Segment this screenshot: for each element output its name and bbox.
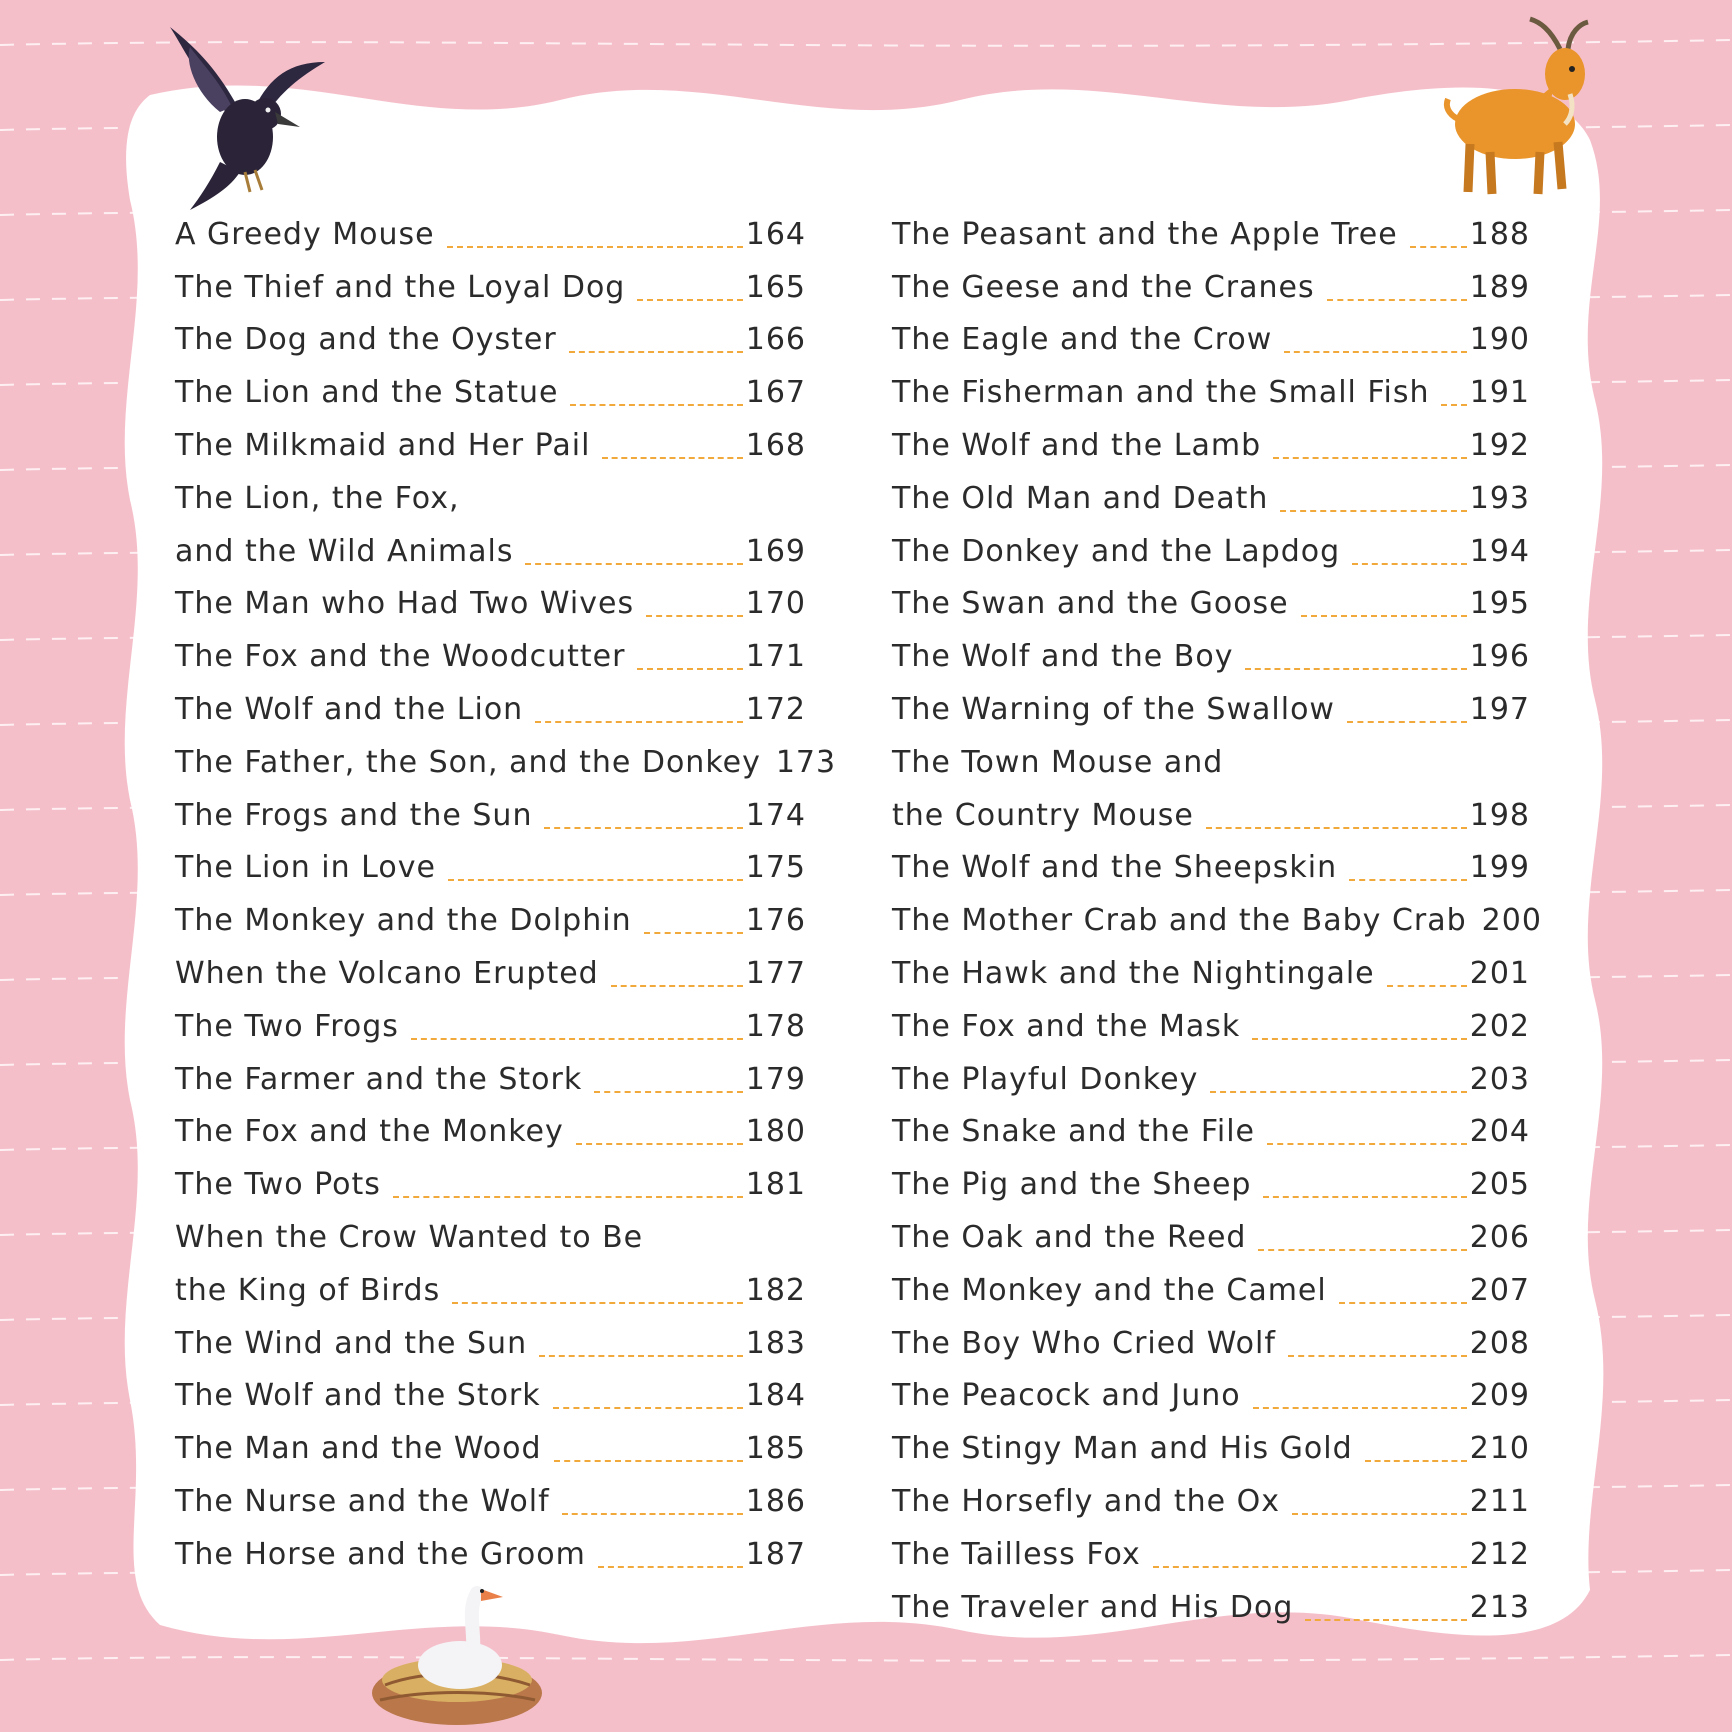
- toc-entry-page-number: 199: [1469, 850, 1530, 886]
- toc-entry-title: The Lion, the Fox,: [175, 480, 460, 516]
- toc-entry[interactable]: [175, 1107, 806, 1160]
- dot-leader: [576, 1143, 743, 1145]
- toc-entry[interactable]: [175, 262, 806, 315]
- toc-entry[interactable]: [175, 209, 806, 262]
- toc-entry-page-number: 169: [745, 533, 806, 569]
- toc-entry[interactable]: [892, 684, 1530, 737]
- toc-entry-page-number: 170: [745, 586, 806, 622]
- toc-entry-title: The Peasant and the Apple Tree: [892, 216, 1398, 252]
- toc-entry[interactable]: [892, 843, 1530, 896]
- toc-entry-page-number: 208: [1469, 1325, 1530, 1361]
- toc-entry-page-number: 196: [1469, 639, 1530, 675]
- toc-entry-page-number: 202: [1469, 1008, 1530, 1044]
- toc-entry-title: The Warning of the Swallow: [892, 691, 1335, 727]
- toc-entry[interactable]: [892, 631, 1530, 684]
- toc-entry[interactable]: [892, 1529, 1530, 1582]
- toc-entry-title: The Fox and the Mask: [892, 1008, 1241, 1044]
- dot-leader: [594, 1091, 743, 1093]
- toc-left-column: [175, 209, 837, 1582]
- dot-leader: [1349, 879, 1467, 881]
- dot-leader: [1347, 721, 1467, 723]
- dot-leader: [611, 985, 743, 987]
- toc-entry-page-number: 186: [745, 1483, 806, 1519]
- toc-entry[interactable]: [175, 315, 806, 368]
- dot-leader: [1206, 827, 1467, 829]
- toc-entry[interactable]: [892, 1001, 1530, 1054]
- toc-entry-title: The Monkey and the Dolphin: [175, 903, 632, 939]
- dot-leader: [562, 1513, 743, 1515]
- toc-entry-title: The Tailless Fox: [892, 1536, 1141, 1572]
- dot-leader: [1387, 985, 1467, 987]
- toc-entry-title: The Farmer and the Stork: [175, 1061, 583, 1097]
- dot-leader: [544, 827, 742, 829]
- dot-leader: [525, 563, 742, 565]
- toc-entry[interactable]: [175, 1159, 806, 1212]
- toc-entry-page-number: 182: [745, 1272, 806, 1308]
- dot-leader: [1301, 615, 1467, 617]
- dot-leader: [393, 1196, 743, 1198]
- toc-entry-page-number: 204: [1469, 1114, 1530, 1150]
- toc-entry[interactable]: [175, 1001, 806, 1054]
- toc-entry[interactable]: [175, 1476, 806, 1529]
- toc-entry[interactable]: [175, 473, 806, 526]
- dot-leader: [1365, 1460, 1467, 1462]
- dot-leader: [411, 1038, 743, 1040]
- toc-entry-title: The Milkmaid and Her Pail: [175, 427, 591, 463]
- dot-leader: [1280, 510, 1466, 512]
- toc-entry-page-number: 197: [1469, 691, 1530, 727]
- toc-entry-title: The Donkey and the Lapdog: [892, 533, 1341, 569]
- goat-illustration: [1430, 14, 1610, 204]
- dot-leader: [602, 457, 742, 459]
- dot-leader: [646, 615, 743, 617]
- toc-entry-page-number: 206: [1469, 1219, 1530, 1255]
- toc-entry-page-number: 171: [745, 639, 806, 675]
- toc-entry-page-number: 201: [1469, 955, 1530, 991]
- toc-entry[interactable]: [892, 1423, 1530, 1476]
- toc-entry-title: The Father, the Son, and the Donkey: [175, 744, 761, 780]
- toc-entry-title: The Wolf and the Lion: [175, 691, 524, 727]
- dot-leader: [452, 1302, 743, 1304]
- dot-leader: [535, 721, 743, 723]
- toc-entry[interactable]: [175, 1318, 806, 1371]
- toc-entry-page-number: 188: [1469, 216, 1530, 252]
- toc-entry-page-number: 164: [745, 216, 806, 252]
- toc-entry-page-number: 189: [1469, 269, 1530, 305]
- toc-entry[interactable]: [175, 1423, 806, 1476]
- toc-entry-page-number: 167: [745, 375, 806, 411]
- toc-entry[interactable]: [892, 1476, 1530, 1529]
- toc-entry[interactable]: [175, 1265, 806, 1318]
- dot-leader: [1352, 563, 1467, 565]
- toc-entry-page-number: 207: [1469, 1272, 1530, 1308]
- toc-entry-page-number: 191: [1469, 375, 1530, 411]
- toc-entry-title: The Wolf and the Boy: [892, 639, 1234, 675]
- toc-entry[interactable]: [892, 1371, 1530, 1424]
- toc-entry-page-number: 174: [745, 797, 806, 833]
- dot-leader: [1441, 404, 1466, 406]
- toc-entry-title: The Town Mouse and: [892, 744, 1224, 780]
- dot-leader: [553, 1407, 743, 1409]
- toc-entry[interactable]: [892, 1212, 1530, 1265]
- toc-entry-title: The Horsefly and the Ox: [892, 1483, 1280, 1519]
- dot-leader: [1258, 1249, 1466, 1251]
- toc-entry-title: The Fox and the Woodcutter: [175, 639, 626, 675]
- dot-leader: [1210, 1091, 1466, 1093]
- toc-entry-page-number: 212: [1469, 1536, 1530, 1572]
- toc-entry-title: The Eagle and the Crow: [892, 322, 1273, 358]
- toc-entry[interactable]: [892, 790, 1530, 843]
- toc-entry[interactable]: [892, 895, 1542, 948]
- toc-entry[interactable]: [175, 1212, 806, 1265]
- toc-entry-page-number: 200: [1481, 903, 1542, 939]
- dot-leader: [569, 351, 743, 353]
- toc-entry[interactable]: [892, 526, 1530, 579]
- toc-entry-page-number: 173: [775, 744, 837, 780]
- toc-entry-page-number: 198: [1469, 797, 1530, 833]
- dot-leader: [1339, 1302, 1467, 1304]
- toc-entry-page-number: 190: [1469, 322, 1530, 358]
- toc-entry[interactable]: [175, 895, 806, 948]
- toc-entry-title: The Man who Had Two Wives: [175, 586, 635, 622]
- toc-entry-title: The Oak and the Reed: [892, 1219, 1247, 1255]
- dot-leader: [1253, 1407, 1467, 1409]
- toc-entry-title: The Snake and the File: [892, 1114, 1256, 1150]
- toc-entry-title: The Two Frogs: [175, 1008, 399, 1044]
- toc-entry[interactable]: [175, 737, 837, 790]
- toc-entry-title: The Boy Who Cried Wolf: [892, 1325, 1276, 1361]
- toc-entry-page-number: 168: [745, 427, 806, 463]
- toc-entry-title: The Wolf and the Sheepskin: [892, 850, 1338, 886]
- toc-entry-page-number: 187: [745, 1536, 806, 1572]
- toc-entry-title: The Wolf and the Stork: [175, 1378, 541, 1414]
- toc-entry[interactable]: [892, 1054, 1530, 1107]
- toc-entry-title: The Wind and the Sun: [175, 1325, 528, 1361]
- toc-entry-title: The Nurse and the Wolf: [175, 1483, 550, 1519]
- dot-leader: [1410, 246, 1467, 248]
- toc-entry-page-number: 192: [1469, 427, 1530, 463]
- toc-entry[interactable]: [892, 262, 1530, 315]
- dot-leader: [1263, 1196, 1466, 1198]
- toc-entry-page-number: 205: [1469, 1167, 1530, 1203]
- toc-entry[interactable]: [892, 473, 1530, 526]
- toc-entry[interactable]: [892, 1582, 1530, 1635]
- toc-entry-title: The Fox and the Monkey: [175, 1114, 564, 1150]
- toc-entry-page-number: 211: [1469, 1483, 1530, 1519]
- toc-entry[interactable]: [175, 684, 806, 737]
- toc-entry-page-number: 203: [1469, 1061, 1530, 1097]
- toc-entry[interactable]: [892, 315, 1530, 368]
- toc-entry-page-number: 181: [745, 1167, 806, 1203]
- toc-entry-page-number: 185: [745, 1431, 806, 1467]
- toc-entry-title: The Geese and the Cranes: [892, 269, 1315, 305]
- toc-entry[interactable]: [892, 1159, 1530, 1212]
- dot-leader: [1267, 1143, 1467, 1145]
- toc-entry[interactable]: [175, 843, 806, 896]
- dot-leader: [637, 299, 742, 301]
- toc-entry-title: The Man and the Wood: [175, 1431, 542, 1467]
- toc-entry-title: The Mother Crab and the Baby Crab: [892, 903, 1467, 939]
- toc-entry-title: The Thief and the Loyal Dog: [175, 269, 626, 305]
- dot-leader: [570, 404, 742, 406]
- toc-entry[interactable]: [175, 367, 806, 420]
- goose-nest-illustration: [365, 1575, 550, 1730]
- toc-entry[interactable]: [175, 1054, 806, 1107]
- toc-entry[interactable]: [892, 1107, 1530, 1160]
- toc-entry-page-number: 177: [745, 955, 806, 991]
- toc-entry-title: The Two Pots: [175, 1167, 381, 1203]
- dot-leader: [447, 246, 743, 248]
- dot-leader: [598, 1566, 743, 1568]
- toc-entry-title: The Lion in Love: [175, 850, 436, 886]
- toc-entry-title: The Swan and the Goose: [892, 586, 1289, 622]
- toc-entry-title: When the Crow Wanted to Be: [175, 1219, 644, 1255]
- toc-entry-page-number: 210: [1469, 1431, 1530, 1467]
- dot-leader: [1305, 1619, 1466, 1621]
- toc-entry-page-number: 184: [745, 1378, 806, 1414]
- toc-entry-title: The Hawk and the Nightingale: [892, 955, 1375, 991]
- toc-entry-title: The Monkey and the Camel: [892, 1272, 1327, 1308]
- toc-entry[interactable]: [175, 420, 806, 473]
- dot-leader: [1284, 351, 1466, 353]
- dot-leader: [1273, 457, 1467, 459]
- toc-entry-title: The Traveler and His Dog: [892, 1589, 1294, 1625]
- toc-entry-page-number: 193: [1469, 480, 1530, 516]
- toc-entry-title: The Horse and the Groom: [175, 1536, 586, 1572]
- toc-entry-title: The Playful Donkey: [892, 1061, 1199, 1097]
- toc-entry-page-number: 165: [745, 269, 806, 305]
- toc-entry[interactable]: [892, 948, 1530, 1001]
- toc-entry[interactable]: [175, 1529, 806, 1582]
- dot-leader: [554, 1460, 743, 1462]
- toc-entry-title: The Fisherman and the Small Fish: [892, 375, 1430, 411]
- toc-entry-page-number: 183: [745, 1325, 806, 1361]
- toc-entry-title: and the Wild Animals: [175, 533, 514, 569]
- toc-entry-page-number: 213: [1469, 1589, 1530, 1625]
- toc-entry-page-number: 194: [1469, 533, 1530, 569]
- toc-entry-title: The Dog and the Oyster: [175, 322, 557, 358]
- toc-entry[interactable]: [892, 1265, 1530, 1318]
- dot-leader: [1153, 1566, 1467, 1568]
- toc-entry-page-number: 180: [745, 1114, 806, 1150]
- dot-leader: [1245, 668, 1466, 670]
- toc-entry[interactable]: [175, 1371, 806, 1424]
- toc-entry[interactable]: [175, 526, 806, 579]
- toc-entry[interactable]: [892, 209, 1530, 262]
- dot-leader: [539, 1355, 743, 1357]
- toc-entry-page-number: 176: [745, 903, 806, 939]
- toc-entry-title: When the Volcano Erupted: [175, 955, 599, 991]
- toc-entry[interactable]: [892, 1318, 1530, 1371]
- toc-entry-title: The Peacock and Juno: [892, 1378, 1241, 1414]
- toc-entry-page-number: 179: [745, 1061, 806, 1097]
- toc-entry-title: The Frogs and the Sun: [175, 797, 533, 833]
- dot-leader: [448, 879, 743, 881]
- toc-right-column: [892, 209, 1542, 1635]
- toc-entry-title: the Country Mouse: [892, 797, 1194, 833]
- toc-entry-title: The Lion and the Statue: [175, 375, 559, 411]
- toc-entry[interactable]: [175, 631, 806, 684]
- crow-illustration: [160, 22, 330, 212]
- toc-entry[interactable]: [175, 948, 806, 1001]
- dot-leader: [1292, 1513, 1467, 1515]
- toc-entry-title: The Stingy Man and His Gold: [892, 1431, 1353, 1467]
- dot-leader: [1327, 299, 1467, 301]
- toc-entry-title: The Old Man and Death: [892, 480, 1269, 516]
- toc-entry-title: the King of Birds: [175, 1272, 441, 1308]
- toc-entry-page-number: 166: [745, 322, 806, 358]
- dot-leader: [644, 932, 743, 934]
- dot-leader: [1252, 1038, 1466, 1040]
- dot-leader: [637, 668, 742, 670]
- toc-entry[interactable]: [892, 737, 1530, 790]
- toc-entry-page-number: 172: [745, 691, 806, 727]
- toc-entry-page-number: 195: [1469, 586, 1530, 622]
- toc-entry-page-number: 178: [745, 1008, 806, 1044]
- toc-entry-title: The Pig and the Sheep: [892, 1167, 1252, 1203]
- toc-entry[interactable]: [892, 367, 1530, 420]
- toc-entry-page-number: 175: [745, 850, 806, 886]
- toc-entry-title: The Wolf and the Lamb: [892, 427, 1262, 463]
- toc-entry[interactable]: [892, 579, 1530, 632]
- toc-entry-title: A Greedy Mouse: [175, 216, 435, 252]
- toc-entry[interactable]: [892, 420, 1530, 473]
- toc-entry[interactable]: [175, 579, 806, 632]
- toc-entry[interactable]: [175, 790, 806, 843]
- dot-leader: [1288, 1355, 1467, 1357]
- toc-entry-page-number: 209: [1469, 1378, 1530, 1414]
